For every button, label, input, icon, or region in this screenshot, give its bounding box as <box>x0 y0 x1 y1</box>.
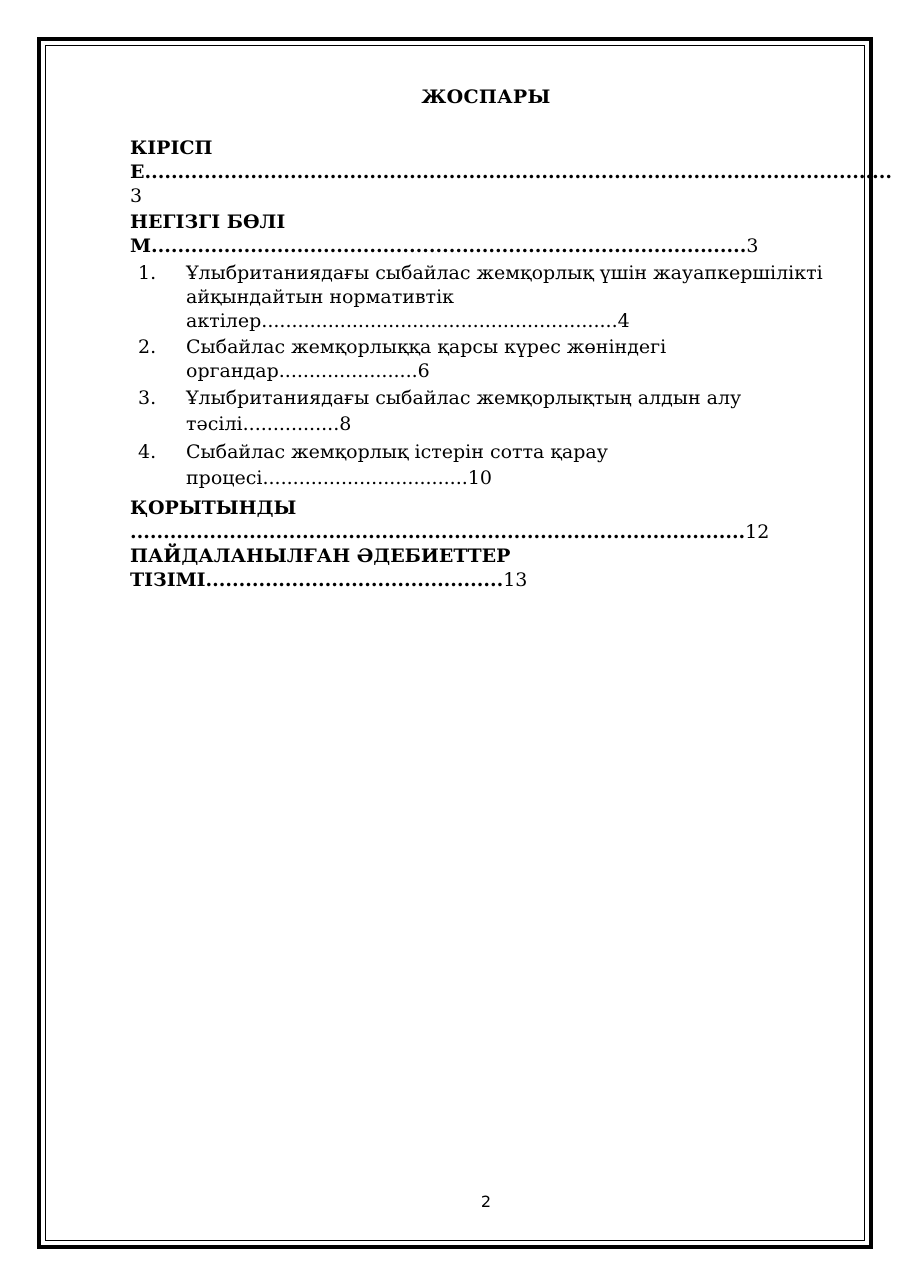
toc-entry-main-part[interactable] <box>130 210 845 258</box>
toc-subsection-item[interactable] <box>130 335 845 383</box>
toc-leader-dots: ........................................................... <box>261 310 618 332</box>
toc-entry-label: ПАЙДАЛАНЫЛҒАН ӘДЕБИЕТТЕР ТІЗІМІ <box>130 545 511 591</box>
toc-entry-label: НЕГІЗГІ БӨЛІМ <box>130 211 286 257</box>
page-number: 2 <box>480 1192 492 1211</box>
toc-item-text: Ұлыбританиядағы сыбайлас жемқорлықтың алдын алу тәсілі <box>186 387 742 435</box>
toc-leader-dots: ....................... <box>278 360 418 382</box>
toc-leader-dots: ............................................................................................. <box>130 521 746 543</box>
toc-page-number: 4 <box>617 310 630 332</box>
toc-subsection-item[interactable] <box>130 385 845 437</box>
toc-page-number: 6 <box>417 360 430 382</box>
toc-entry-references[interactable] <box>130 544 845 592</box>
toc-subsection-item[interactable] <box>130 261 845 333</box>
toc-page-number: 10 <box>467 467 492 489</box>
toc-page-number: 3 <box>746 235 759 257</box>
table-of-contents <box>130 136 892 592</box>
toc-leader-dots: .......................................................................................... <box>151 235 747 257</box>
toc-leader-dots: ............................................. <box>205 569 504 591</box>
toc-leader-dots: ................ <box>242 413 340 435</box>
toc-entry-label: ҚОРЫТЫНДЫ <box>130 497 297 519</box>
toc-subsection-list <box>130 261 845 491</box>
toc-item-number: 4. <box>138 441 157 463</box>
toc-leader-dots: .................................. <box>262 467 468 489</box>
toc-page-number: 8 <box>339 413 352 435</box>
toc-item-text: Сыбайлас жемқорлыққа қарсы күрес жөніндегі органдар <box>186 336 667 382</box>
toc-entry-introduction[interactable] <box>130 136 892 208</box>
page-title: ЖОСПАРЫ <box>421 86 551 108</box>
toc-item-text: Ұлыбританиядағы сыбайлас жемқорлық үшін жауапкершілікті айқындайтын нормативтік актілер <box>186 262 823 332</box>
toc-page-number: 12 <box>745 521 770 543</box>
toc-subsection-item[interactable] <box>130 439 845 491</box>
toc-item-number: 2. <box>138 336 157 358</box>
toc-entry-label: КІРІСПЕ <box>130 137 213 183</box>
toc-page-number: 13 <box>503 569 528 591</box>
toc-item-text: Сыбайлас жемқорлық істерін сотта қарау процесі <box>186 441 608 489</box>
toc-entry-conclusion[interactable] <box>130 496 845 544</box>
toc-page-number: 3 <box>130 185 143 207</box>
toc-item-number: 1. <box>138 262 157 284</box>
toc-item-number: 3. <box>138 387 157 409</box>
toc-leader-dots: ................................................................................................................. <box>144 161 892 183</box>
